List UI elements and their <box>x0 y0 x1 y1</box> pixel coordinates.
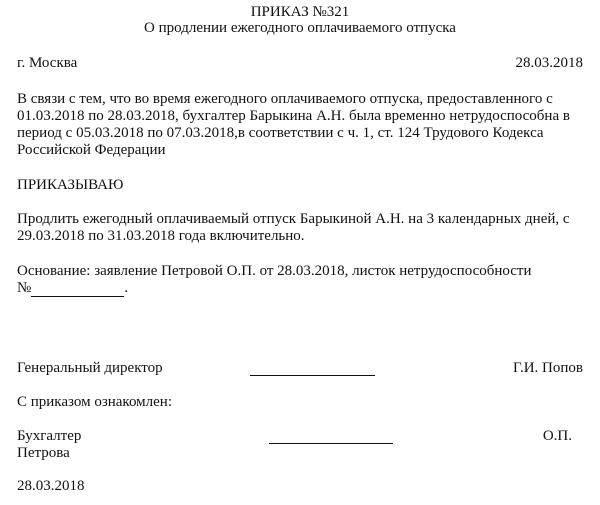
basis-line: Основание: заявление Петровой О.П. от 28.03.2018, листок нетрудоспособности <box>17 263 532 279</box>
number-blank-line <box>31 282 124 297</box>
acquainted-label: С приказом ознакомлен: <box>17 394 173 410</box>
director-name: Г.И. Попов <box>512 360 583 376</box>
document-date: 28.03.2018 <box>515 55 583 71</box>
accountant-initials: О.П. <box>542 428 572 444</box>
paragraph1-line1: В связи с тем, что во время ежегодного оплачиваемого отпуска, предоставленного с <box>17 91 553 107</box>
accountant-surname: Петрова <box>17 445 70 461</box>
accountant-title: Бухгалтер <box>17 428 82 444</box>
number-end: . <box>124 280 129 296</box>
city: г. Москва <box>17 55 78 71</box>
paragraph1-line4: Российской Федерации <box>17 142 166 158</box>
document-subtitle: О продлении ежегодного оплачиваемого отпуска <box>144 20 456 36</box>
paragraph2-line2: 29.03.2018 по 31.03.2018 года включительно. <box>17 228 305 244</box>
acquaintance-date: 28.03.2018 <box>17 478 85 494</box>
document-title: ПРИКАЗ №321 <box>250 4 350 20</box>
paragraph2-line1: Продлить ежегодный оплачиваемый отпуск Барыкиной А.Н. на 3 календарных дней, с <box>17 211 570 227</box>
paragraph1-line2: 01.03.2018 по 28.03.2018, бухгалтер Барыкина А.Н. была временно нетрудоспособна в <box>17 108 570 124</box>
director-signature-line <box>250 360 375 376</box>
director-title: Генеральный директор <box>17 360 163 376</box>
sick-leave-number <box>17 280 128 297</box>
accountant-signature-line <box>269 428 393 444</box>
number-sign: № <box>17 280 32 296</box>
paragraph1-line3: период с 05.03.2018 по 07.03.2018,в соответствии с ч. 1, ст. 124 Трудового Кодекса <box>17 125 544 141</box>
order-word: ПРИКАЗЫВАЮ <box>17 177 124 193</box>
